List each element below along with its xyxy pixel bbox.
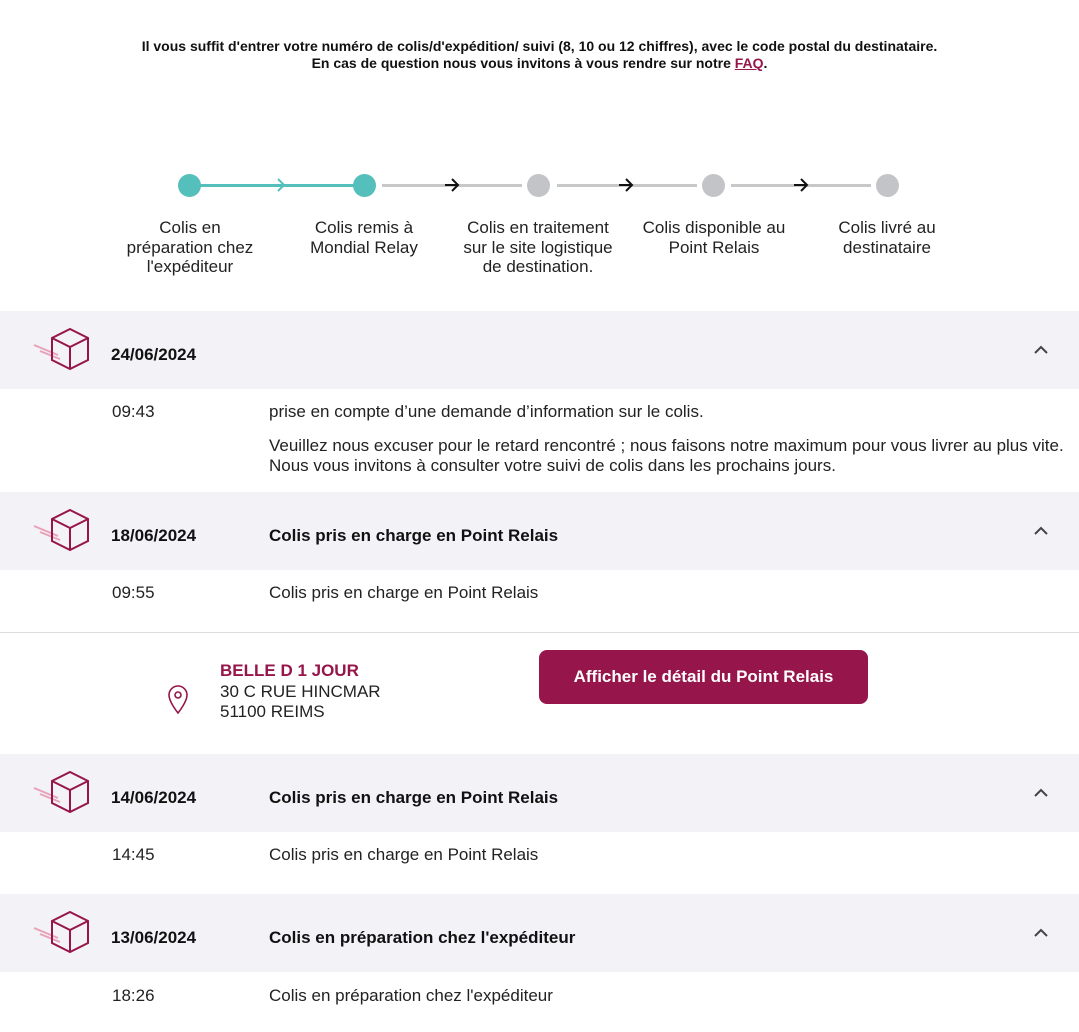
day-date: 24/06/2024 (111, 345, 197, 364)
parcel-box-icon (32, 770, 92, 816)
event-text: Colis pris en charge en Point Relais (269, 583, 539, 602)
faq-link[interactable]: FAQ (734, 55, 764, 71)
intro-text (0, 38, 1079, 72)
relay-name: BELLE D 1 JOUR (220, 661, 359, 680)
day-date: 18/06/2024 (111, 526, 197, 545)
step-dot-4 (702, 174, 725, 197)
day-date: 13/06/2024 (111, 928, 197, 947)
parcel-box-icon (32, 327, 92, 373)
event-note: Veuillez nous excuser pour le retard rencontré ; nous faisons notre maximum pour vous livrer au plus vite. Nous vous invitons à consulter votre suivi de colis dans les prochains jours. (269, 436, 1064, 475)
day-title: Colis pris en charge en Point Relais (269, 788, 559, 807)
relay-point-card (0, 633, 1079, 754)
day-title: Colis en préparation chez l'expéditeur (269, 928, 576, 947)
step-dot-1 (178, 174, 201, 197)
day-header[interactable] (0, 492, 1079, 570)
step-label-3: Colis en traitement sur le site logistique de destination. (463, 218, 613, 276)
event-text: prise en compte d’une demande d’information sur le colis. (269, 402, 704, 421)
relay-address-line-1: 30 C RUE HINCMAR (220, 682, 381, 701)
event-time: 09:55 (112, 583, 155, 602)
day-header[interactable] (0, 754, 1079, 832)
step-label-2: Colis remis à Mondial Relay (310, 218, 418, 257)
arrow-right-icon (444, 176, 460, 194)
arrow-right-icon (793, 176, 809, 194)
day-title: Colis pris en charge en Point Relais (269, 526, 559, 545)
event-text: Colis en préparation chez l'expéditeur (269, 986, 553, 1005)
event-time: 18:26 (112, 986, 155, 1005)
tracking-progress-stepper (0, 172, 1079, 302)
day-header[interactable] (0, 311, 1079, 389)
step-dot-5 (876, 174, 899, 197)
chevron-right-icon (274, 176, 290, 194)
chevron-up-icon[interactable] (1032, 343, 1050, 355)
parcel-box-icon (32, 508, 92, 554)
step-label-5: Colis livré au destinataire (838, 218, 936, 257)
step-dot-3 (527, 174, 550, 197)
intro-line-2: En cas de question nous vous invitons à vous rendre sur notre FAQ. (311, 55, 768, 71)
chevron-up-icon[interactable] (1032, 786, 1050, 798)
step-dot-2 (353, 174, 376, 197)
relay-address-line-2: 51100 REIMS (220, 702, 325, 721)
map-pin-icon (166, 683, 190, 715)
event-text: Colis pris en charge en Point Relais (269, 845, 539, 864)
day-header[interactable] (0, 894, 1079, 972)
step-label-1: Colis en préparation chez l'expéditeur (126, 218, 254, 276)
arrow-right-icon (618, 176, 634, 194)
step-label-4: Colis disponible au Point Relais (642, 218, 786, 257)
day-date: 14/06/2024 (111, 788, 197, 807)
intro-line-1: Il vous suffit d'entrer votre numéro de colis/d'expédition/ suivi (8, 10 ou 12 chiffres), avec le code postal du destinataire. (141, 38, 938, 54)
chevron-up-icon[interactable] (1032, 524, 1050, 536)
event-time: 14:45 (112, 845, 155, 864)
event-time: 09:43 (112, 402, 155, 421)
parcel-box-icon (32, 910, 92, 956)
relay-detail-button[interactable]: Afficher le détail du Point Relais (539, 650, 868, 704)
chevron-up-icon[interactable] (1032, 926, 1050, 938)
